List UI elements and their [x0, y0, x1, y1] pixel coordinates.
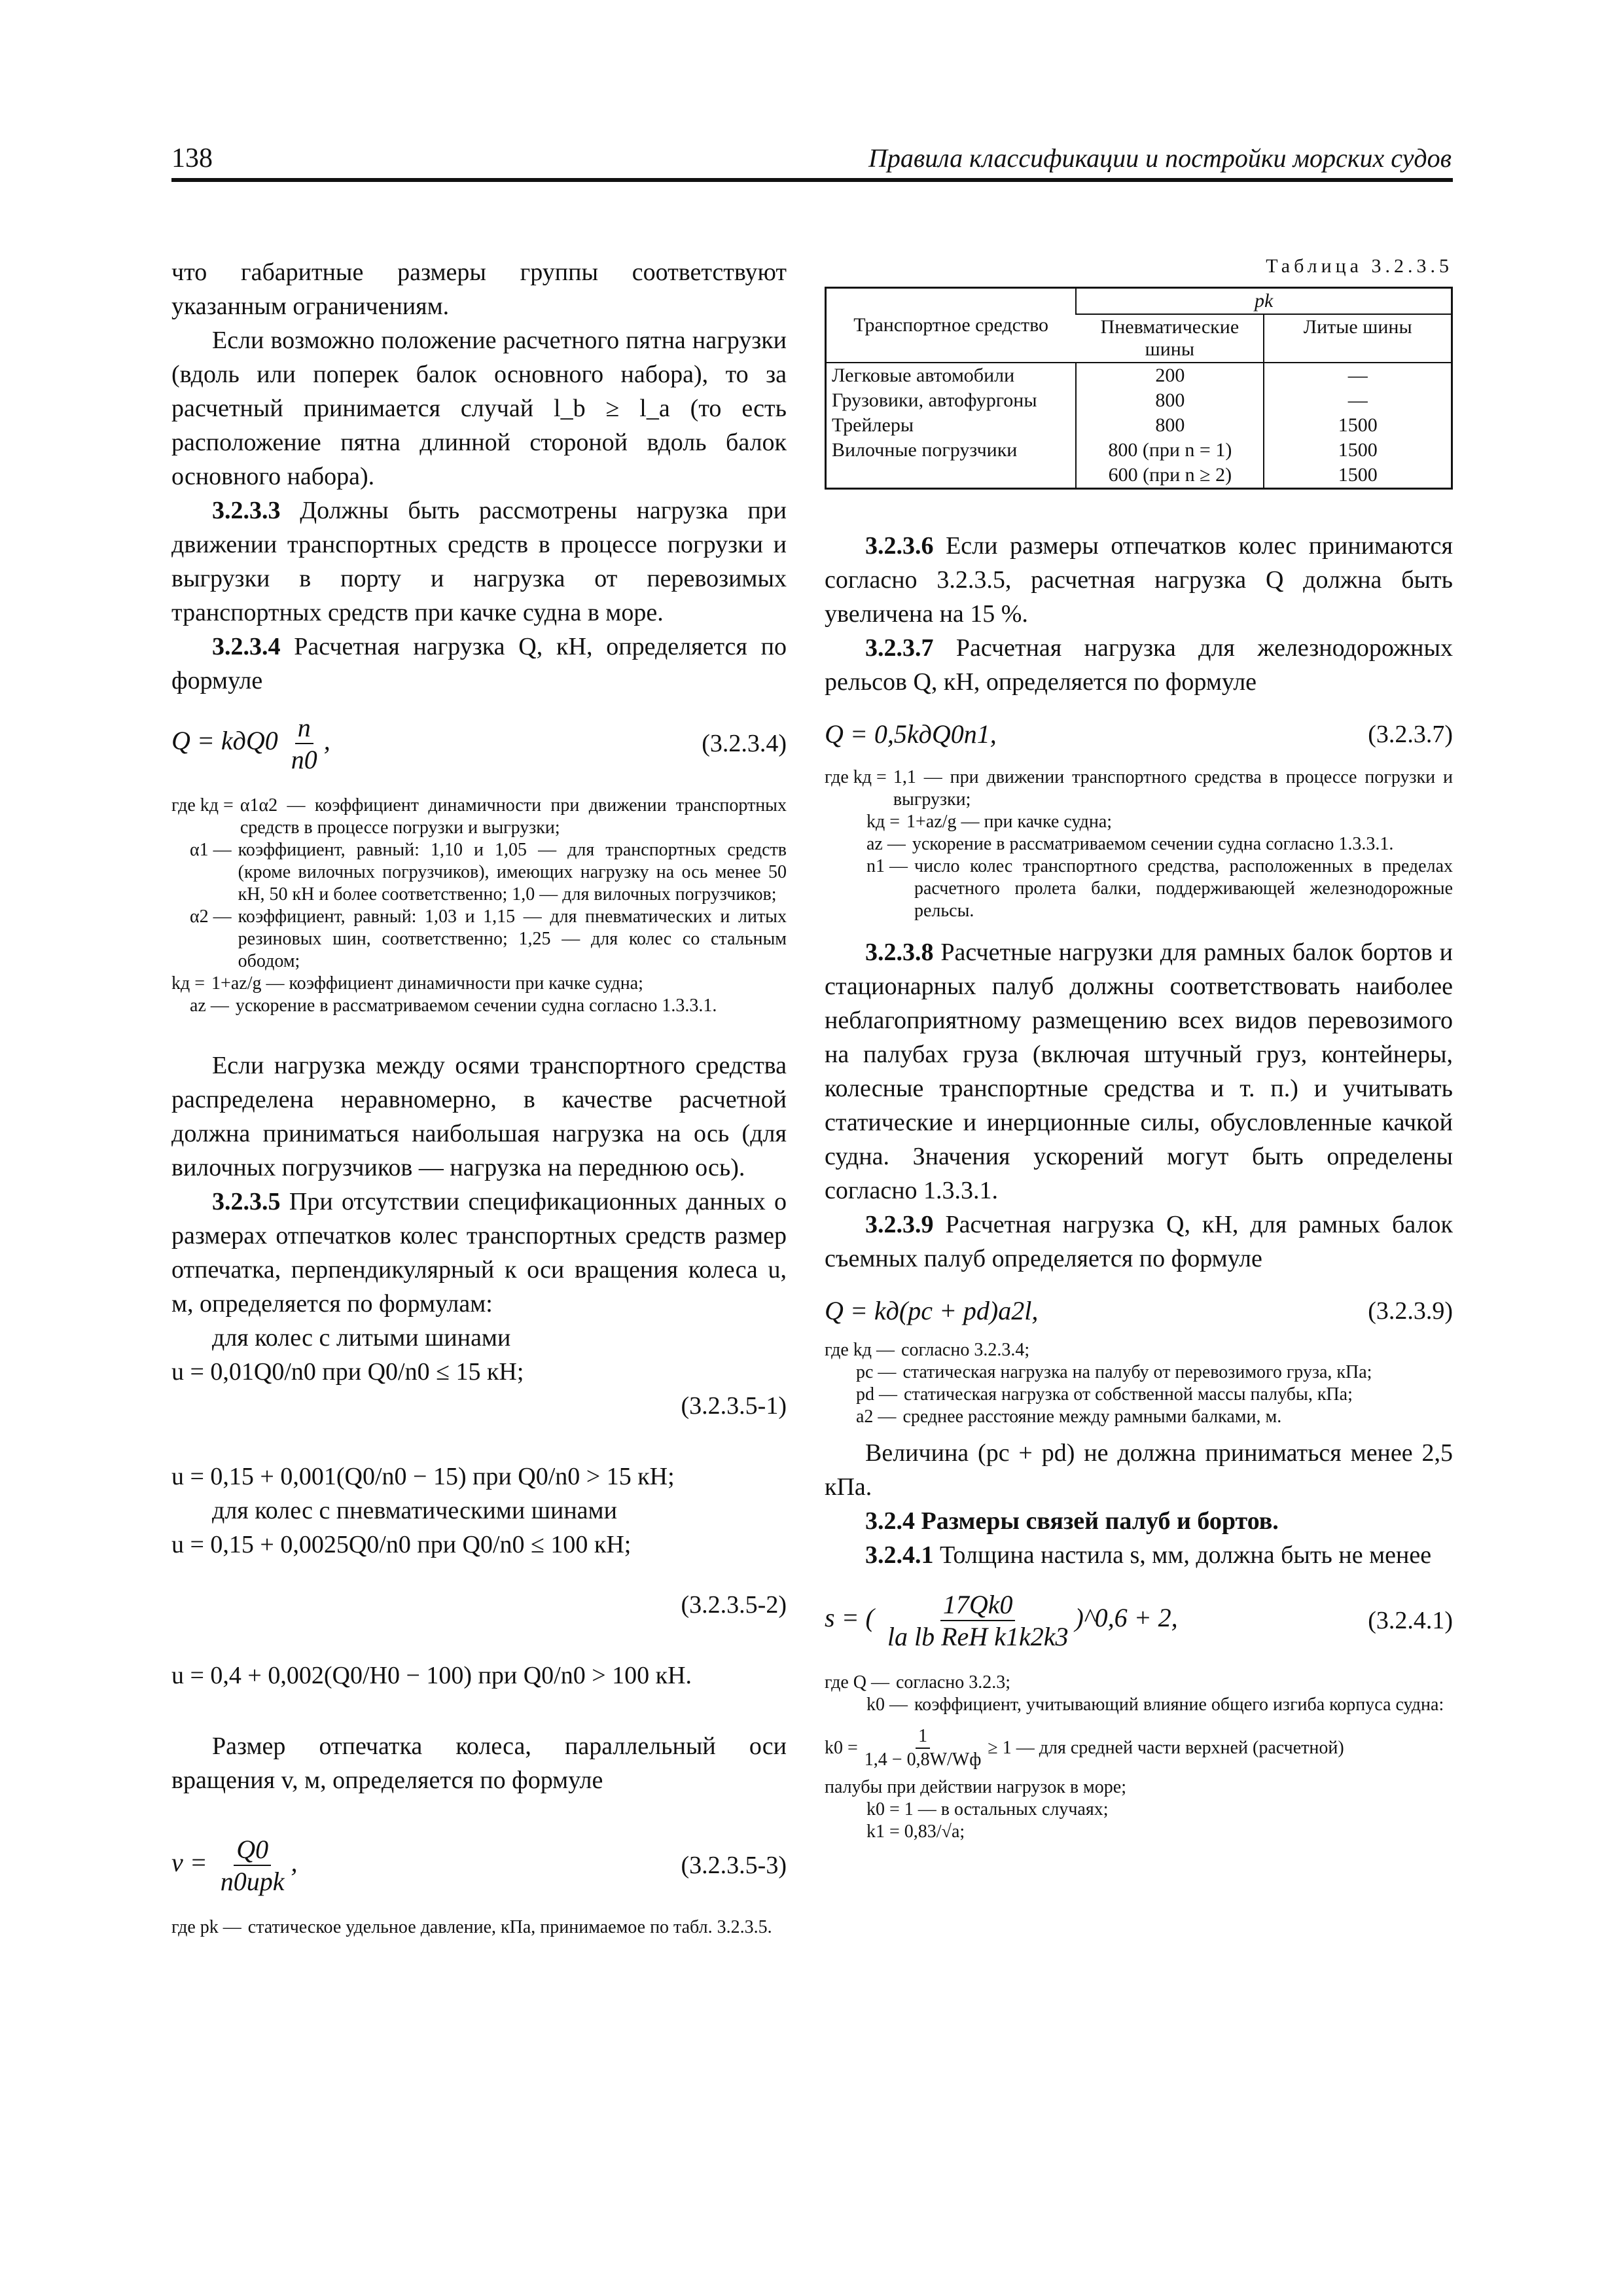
table-row [826, 363, 1452, 388]
clause-text: Должны быть рассмотрены нагрузка при движении транспортных средств в процессе погрузки и выгрузки в порту и нагрузка от перевозимых транспортных средств при качке судна в море. [171, 497, 787, 626]
fraction [885, 1589, 1071, 1652]
fraction [862, 1725, 984, 1771]
formula-u1: u = 0,01Q0/n0 при Q0/n0 ≤ 15 кН; [171, 1358, 524, 1386]
left-column [171, 255, 787, 1939]
table-cell: Трейлеры [832, 414, 914, 436]
fraction [218, 1834, 287, 1897]
legend-label: kд = [866, 812, 901, 832]
table-cell: — [1264, 363, 1452, 388]
formula-lhs: Q = kдQ0 [171, 726, 278, 756]
table-caption: Таблица 3.2.3.5 [1266, 255, 1453, 277]
table-cell: 1500 [1264, 463, 1452, 489]
table-cell: 1500 [1264, 438, 1452, 463]
legend-desc: коэффициент, учитывающий влияние общего изгиба корпуса судна: [914, 1695, 1444, 1715]
paragraph: Если нагрузка между осями транспортного средства распределена неравномерно, в качестве расчетной должна приниматься наибольшая нагрузка на ось (для вилочных погрузчиков — нагрузка на переднюю ось). [171, 1052, 787, 1181]
paragraph-3-2-3-6 [825, 529, 1453, 631]
table-row [826, 388, 1452, 413]
legend-label: где Q — [825, 1672, 889, 1693]
legend-desc: статическая нагрузка от собственной массы палубы, кПа; [904, 1384, 1353, 1405]
legend-label: az — [190, 996, 229, 1016]
table-cell: 600 (при n ≥ 2) [1076, 463, 1264, 489]
table-row [826, 413, 1452, 438]
denominator: n0 [291, 745, 317, 774]
legend-desc: согласно 3.2.3.4; [901, 1340, 1030, 1360]
k0-continuation: палубы при действии нагрузок в море; [825, 1777, 1126, 1797]
section-number: 3.2.4 [865, 1507, 915, 1535]
legend-label: k0 — [866, 1695, 908, 1715]
legend-label: a2 — [856, 1407, 897, 1427]
table-cell: Легковые автомобили [832, 365, 1015, 386]
table-header-group: pk [1076, 288, 1452, 315]
legend-3-2-3-4 [171, 795, 787, 1017]
legend-label: α1 — [190, 840, 232, 860]
k0-formula [825, 1725, 1453, 1771]
formula-tail: )^0,6 + 2, [1075, 1603, 1178, 1633]
formula-tail: , [291, 1848, 298, 1878]
formula-number: (3.2.3.5-3) [681, 1852, 787, 1879]
clause-text: Расчетная нагрузка Q, кН, для рамных балок съемных палуб определяется по формуле [825, 1211, 1453, 1272]
pneumatic-tires-label: для колес с пневматическими шинами [212, 1497, 617, 1524]
table-cell: 200 [1076, 363, 1264, 388]
table-cell: Грузовики, автофургоны [832, 389, 1037, 411]
paragraph-3-2-3-5 [171, 1185, 787, 1321]
clause-text: Расчетные нагрузки для рамных балок бортов и стационарных палуб должны соответствовать наиболее неблагоприятному размещению всех видов перевозимого на палубах груза (включая штучный груз, контейнеры, колесные транспортные средства и т. п.) и учитывать статические и инерционные силы, обусловленные качкой судна. Значения ускорений могут быть определены согласно 1.3.3.1. [825, 939, 1454, 1204]
legend-label: kд = [171, 973, 205, 994]
table-cell [826, 463, 1077, 489]
formula-number: (3.2.3.9) [1368, 1297, 1453, 1325]
legend-desc: ускорение в рассматриваемом сечении судна согласно 1.3.3.1. [235, 996, 717, 1016]
legend-desc: согласно 3.2.3; [895, 1672, 1011, 1693]
table-cell: 800 [1076, 388, 1264, 413]
clause-text: Расчетная нагрузка для железнодорожных рельсов Q, кН, определяется по формуле [825, 634, 1453, 696]
legend-3-2-4-1 [825, 1672, 1453, 1716]
denominator: n0upk [220, 1867, 285, 1896]
formula-lhs: s = ( [825, 1603, 874, 1633]
formula-3-2-3-9 [825, 1295, 1453, 1326]
clause-number: 3.2.3.3 [212, 497, 281, 524]
table-header-cast: Литые шины [1264, 314, 1452, 363]
legend-label: pd — [856, 1384, 897, 1405]
clause-text: Расчетная нагрузка Q, кН, определяется по формуле [171, 633, 787, 694]
table-row [826, 463, 1452, 489]
numerator: Q0 [234, 1834, 271, 1866]
fraction [289, 712, 320, 775]
cast-tires-label: для колес с литыми шинами [212, 1324, 511, 1352]
legend-desc: среднее расстояние между рамными балками, м. [902, 1407, 1282, 1427]
table-cell: 1500 [1264, 413, 1452, 438]
legend-label: az — [866, 834, 906, 854]
formula-number: (3.2.3.5-2) [681, 1591, 787, 1619]
numerator: 17Qk0 [940, 1589, 1016, 1621]
legend-3-2-3-7 [825, 766, 1453, 922]
legend-3-2-3-5-3 [171, 1916, 787, 1939]
table-cell: 800 [1076, 413, 1264, 438]
denominator: 1,4 − 0,8W/Wф [864, 1749, 982, 1770]
legend-label: pc — [856, 1362, 897, 1382]
clause-text: При отсутствии спецификационных данных о размерах отпечатков колес транспортных средств размер отпечатка, перпендикулярный к оси вращения колеса u, м, определяется по формулам: [171, 1188, 787, 1318]
legend-desc: коэффициент, равный: 1,10 и 1,05 — для транспортных средств (кроме вилочных погрузчиков), имеющих нагрузку на ось менее 50 кН, 50 кН и более соответственно; 1,0 — для вилочных погрузчиков; [238, 840, 787, 905]
legend-desc: статическая нагрузка на палубу от перевозимого груза, кПа; [902, 1362, 1372, 1382]
formula-number: (3.2.3.4) [702, 730, 787, 757]
table-row [826, 438, 1452, 463]
page-number: 138 [171, 143, 213, 173]
denominator: la lb ReH k1k2k3 [887, 1622, 1069, 1651]
paragraph-3-2-3-3 [171, 493, 787, 630]
legend-label: где kд = [825, 767, 887, 787]
table-cell: — [1264, 388, 1452, 413]
numerator: n [295, 712, 313, 744]
formula-u4: u = 0,4 + 0,002(Q0/H0 − 100) при Q0/n0 > 100 кН. [171, 1662, 692, 1689]
right-column [825, 255, 1453, 1843]
legend-desc: статическое удельное давление, кПа, принимаемое по табл. 3.2.3.5. [247, 1917, 772, 1937]
legend-desc: коэффициент, равный: 1,03 и 1,15 — для пневматических и литых резиновых шин, соответственно; 1,25 — для колес со стальным ободом; [238, 906, 787, 971]
clause-number: 3.2.3.6 [865, 532, 934, 560]
formula-3-2-3-7 [825, 719, 1453, 749]
clause-text: Толщина настила s, мм, должна быть не менее [940, 1541, 1432, 1569]
paragraph: Если возможно положение расчетного пятна нагрузки (вдоль или поперек балок основного набора), то за расчетный принимается случай l_b ≥ l_a (то есть расположение пятна длинной стороной вдоль балок основного набора). [171, 327, 787, 490]
formula-tail: , [323, 726, 330, 756]
numerator: 1 [916, 1725, 930, 1749]
k0-else: k0 = 1 — в остальных случаях; [866, 1799, 1109, 1820]
formula-number: (3.2.3.7) [1368, 720, 1453, 748]
table-header-vehicle: Транспортное средство [826, 288, 1077, 363]
clause-number: 3.2.3.7 [865, 634, 934, 662]
legend-label: где kд — [825, 1340, 895, 1360]
section-title: Размеры связей палуб и бортов. [921, 1507, 1279, 1535]
legend-desc: 1+az/g — при качке судна; [906, 812, 1113, 832]
k1-formula: k1 = 0,83/√a; [866, 1821, 965, 1842]
paragraph: Величина (pc + pd) не должна приниматься менее 2,5 кПа. [825, 1439, 1453, 1501]
running-title: Правила классификации и постройки морских судов [868, 143, 1452, 173]
table-cell: 800 (при n = 1) [1076, 438, 1264, 463]
paragraph-3-2-3-7 [825, 631, 1453, 699]
formula-3-2-3-4 [171, 712, 787, 775]
clause-number: 3.2.3.9 [865, 1211, 934, 1238]
legend-desc: 1,1 — при движении транспортного средства в процессе погрузки и выгрузки; [893, 767, 1453, 810]
legend-label: где kд = [171, 795, 234, 816]
paragraph-3-2-3-4 [171, 630, 787, 698]
formula-3-2-3-5-3 [171, 1834, 787, 1897]
clause-number: 3.2.3.4 [212, 633, 281, 660]
formula-lhs: v = [171, 1848, 207, 1878]
legend-desc: 1+az/g — коэффициент динамичности при качке судна; [211, 973, 643, 994]
legend-label: где pk — [171, 1917, 241, 1937]
table-cell: Вилочные погрузчики [832, 439, 1018, 461]
clause-number: 3.2.3.8 [865, 939, 934, 966]
legend-label: n1 — [866, 856, 908, 876]
paragraph-3-2-3-9 [825, 1208, 1453, 1276]
clause-number: 3.2.3.5 [212, 1188, 281, 1215]
clause-text: Если размеры отпечатков колес принимаются согласно 3.2.3.5, расчетная нагрузка Q должна быть увеличена на 15 %. [825, 532, 1454, 628]
formula-3-2-4-1 [825, 1589, 1453, 1652]
paragraph: Размер отпечатка колеса, параллельный оси вращения v, м, определяется по формуле [171, 1732, 787, 1794]
paragraph-3-2-4-1 [825, 1538, 1453, 1572]
legend-label: α2 — [190, 906, 232, 927]
formula-number: (3.2.3.5-1) [681, 1392, 787, 1420]
k0-tail: ≥ 1 — для средней части верхней (расчетной) [988, 1738, 1344, 1758]
legend-3-2-3-9 [825, 1339, 1453, 1428]
paragraph-3-2-3-8 [825, 935, 1453, 1208]
formula-lhs: Q = 0,5kдQ0n1, [825, 719, 997, 749]
legend-desc: число колес транспортного средства, расположенных в пределах расчетного пролета балки, поддерживающей железнодорожные рельсы. [914, 856, 1453, 921]
header-rule [171, 178, 1453, 182]
formula-lhs: Q = kд(pc + pd)a2l, [825, 1296, 1039, 1325]
section-heading [825, 1504, 1453, 1538]
formula-number: (3.2.4.1) [1368, 1607, 1453, 1634]
legend-desc: α1α2 — коэффициент динамичности при движении транспортных средств в процессе погрузки и выгрузки; [240, 795, 787, 838]
table-header-pneumatic: Пневматические шины [1076, 314, 1264, 363]
pressure-table [825, 287, 1453, 490]
paragraph: что габаритные размеры группы соответствуют указанным ограничениям. [171, 259, 787, 320]
formula-u2: u = 0,15 + 0,001(Q0/n0 − 15) при Q0/n0 > 15 кН; [171, 1463, 675, 1490]
formula-u3: u = 0,15 + 0,0025Q0/n0 при Q0/n0 ≤ 100 кН; [171, 1531, 632, 1558]
legend-desc: ускорение в рассматриваемом сечении судна согласно 1.3.3.1. [912, 834, 1394, 854]
clause-number: 3.2.4.1 [865, 1541, 934, 1569]
k0-lhs: k0 = [825, 1738, 858, 1758]
